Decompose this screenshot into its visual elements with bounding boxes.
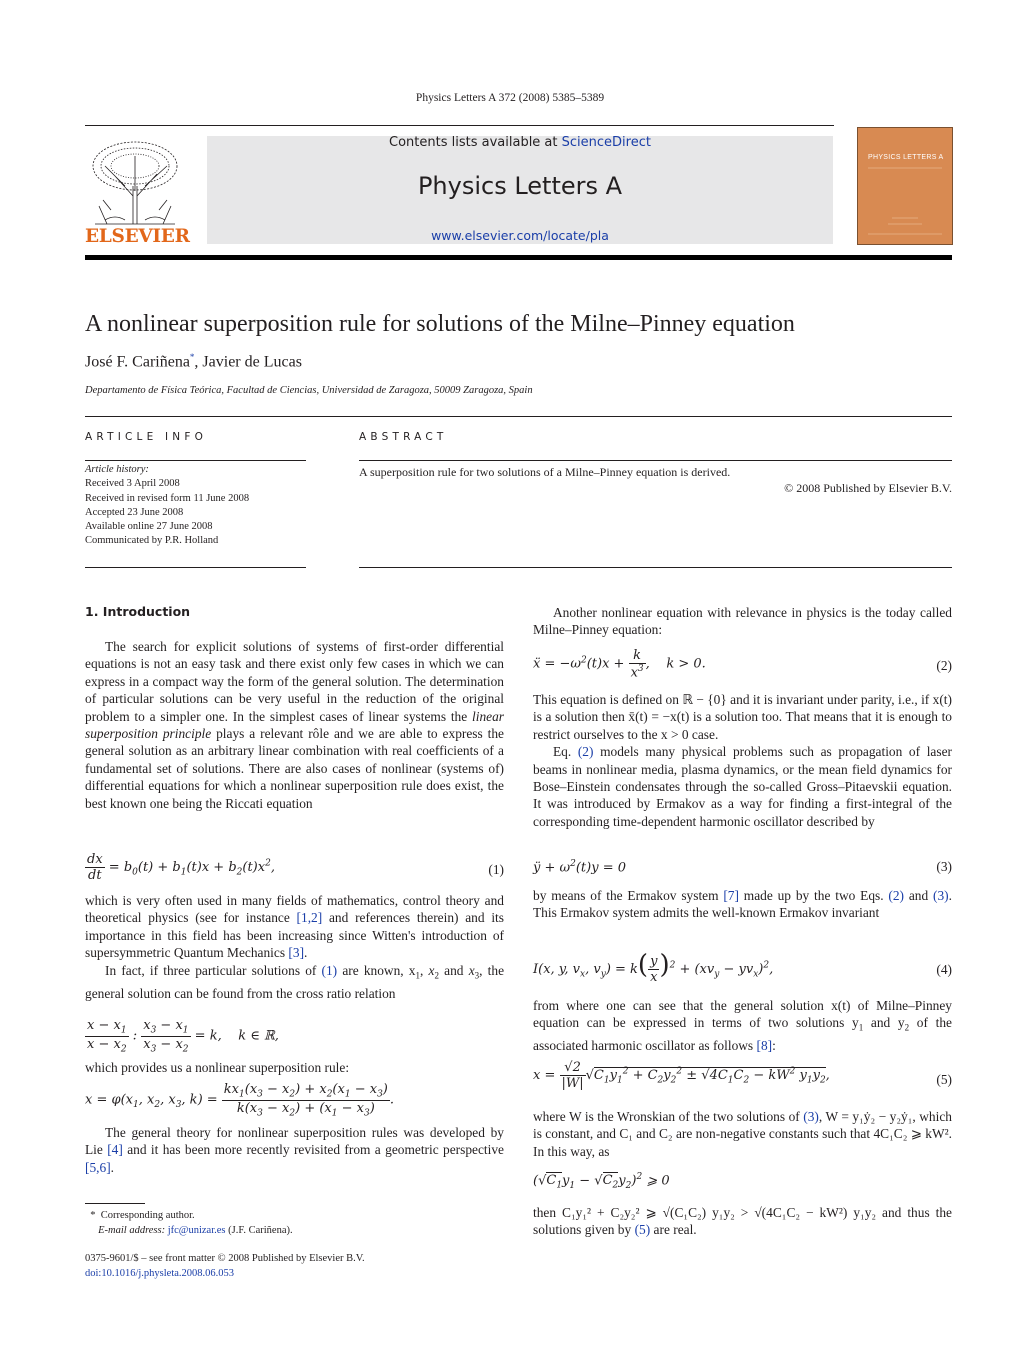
header-bottom-rule <box>85 255 952 260</box>
contents-prefix: Contents lists available at <box>389 135 562 150</box>
right-p3-part-b: models many physical problems such as propagation of laser beams in nonlinear media, plasma dynamics, or the mean field dynamics for Bose–Einstein condensates through the so-called Gross–Pitaevskii equation. It was introduced by Ermakov as a way for finding a first-integral of the corresponding time-dependent harmonic oscillator described by <box>533 744 952 829</box>
front-matter <box>85 1251 365 1281</box>
right-p4-part-d: . This Ermakov system admits the well-known Ermakov invariant <box>533 888 952 921</box>
author-1: José F. Cariñena <box>85 353 190 371</box>
right-p4-part-a: by means of the Ermakov system <box>533 888 724 903</box>
equation-5-number: (5) <box>936 1072 952 1087</box>
equation-2-number: (2) <box>936 658 952 673</box>
footnote <box>85 1208 293 1238</box>
history-online: Available online 27 June 2008 <box>85 521 213 533</box>
right-p7-part-b: are real. <box>650 1222 697 1238</box>
intro-p1-part-a: The search for explicit solutions of systems of first-order differential equations is not an easy task and there exist only few cases in which we can express in a compact way the form of the general solution. The determination of particular solutions can be very useful in the reduction of the original problem to a simpler one. In the simplest cases of linear systems the <box>85 639 504 724</box>
equation-5: x = $\frac{√2}{|W|}$ $√C_1y_1^2 + C_2y_2^2 \pm √4C_1C_2 - kW^2$ $y_1y_2$, (5) <box>533 1060 952 1091</box>
intro-p2-part-c: . <box>304 945 308 961</box>
intro-p2-part-b: and references therein) and its importance in this field has been increasing since Witten's introduction of supersymmetric Quantum Mechanics <box>85 910 504 961</box>
ref-3-link[interactable]: [3] <box>288 945 305 961</box>
intro-paragraph-5 <box>85 1124 504 1176</box>
ref-1-2-link[interactable]: [1,2] <box>296 910 323 926</box>
intro-p3-part-c: , the general solution can be found from the cross ratio relation <box>85 962 505 1001</box>
intro-p5-part-b: and it has been more recently revisited from a geometric perspective <box>122 1142 504 1158</box>
eq-2-ref-link[interactable]: (2) <box>577 744 594 760</box>
affiliation-rule <box>85 416 952 417</box>
intro-p3-part-a: In fact, if three particular solutions of <box>105 962 322 978</box>
equation-3: ÿ + $\omega^2(t)y = 0$ (3) <box>533 859 952 876</box>
right-paragraph-1 <box>533 604 952 639</box>
equation-1-number: (1) <box>488 862 504 877</box>
superposition-rule-equation: $x = \varphi(x_1$, $x_2$, $x_3$, k) = $\frac{kx_1(x_3 - x_2) + x_2(x_1 - x_3)}{k(x_3 - x_2) + (x_1 - x_3)}$ . <box>85 1082 395 1119</box>
footnote-mark: * <box>90 1210 96 1221</box>
history-label: Article history: <box>85 464 149 475</box>
article-history <box>85 463 249 549</box>
right-p3-part-a: Eq. <box>553 744 578 760</box>
equation-2: ẍ = $-\omega^2(t)x$ + $\frac{k}{x^3}$ , k > 0. (2) <box>533 648 952 681</box>
abstract-text: A superposition rule for two solutions of a Milne–Pinney equation is derived. <box>359 465 731 479</box>
doi-link[interactable]: doi:10.1016/j.physleta.2008.06.053 <box>85 1268 235 1279</box>
history-communicated: Communicated by P.R. Holland <box>85 535 219 547</box>
abstract-heading: ABSTRACT <box>359 431 448 443</box>
right-p5-part-a: from where one can see that the general solution x(t) of Milne–Pinney equation can be expressed in terms of two solutions y <box>533 998 952 1031</box>
footnote-rule <box>85 1203 145 1204</box>
eq-3-ref-link-2[interactable]: (3) <box>803 1109 819 1124</box>
equation-4: I(x, y, $v_x$, $v_y) = k$( $\frac{y}{x}$ )$^2 + (xv_y - yv_x)^2$, (4) <box>533 950 952 985</box>
article-info-bottom-rule <box>85 567 306 568</box>
right-p7-part-a: then C₁y₁² + C₂y₂² ⩾ √(C₁C₂) y₁y₂ > √(4C₁C₂ − kW²) y₁y₂ and thus the solutions given by <box>533 1205 952 1238</box>
right-p6-part-b: , W = y₁ẏ₂ − y₂ẏ₁, which is constant, and C₁ and C₂ are non-negative constants such that 4C₁C₂ ⩾ kW². In this way, as <box>533 1109 952 1159</box>
right-paragraph-5: from where one can see that the general solution x(t) of Milne–Pinney equation can be expressed in terms of two solutions $y_1$ and $y_2$ of the associated harmonic oscillator as follows [8]: <box>533 998 952 1054</box>
author-separator: , <box>194 353 203 371</box>
intro-paragraph-4 <box>85 1059 504 1076</box>
equation-4-number: (4) <box>936 962 952 977</box>
abstract-bottom-rule <box>359 567 952 568</box>
article-info-heading: ARTICLE INFO <box>85 431 208 443</box>
email-link[interactable]: jfc@unizar.es <box>167 1225 226 1236</box>
intro-p1-part-b: plays a relevant rôle and we are able to express the general solution as an arbitrary linear combination with real coefficients of a fundamental set of solutions. There are also cases of nonlinear (systems of) differential equations for which a nonlinear superposition rule does exist, the best known one being the Riccati equation <box>85 726 504 811</box>
contents-line <box>207 135 833 150</box>
right-p1: Another nonlinear equation with relevance in physics is the today called Milne–Pinney equation: <box>533 605 952 638</box>
journal-cover-thumbnail <box>857 127 953 245</box>
eq-2-ref-link-2[interactable]: (2) <box>888 888 905 903</box>
right-p6-part-a: where W is the Wronskian of the two solutions of <box>533 1109 804 1124</box>
abstract-body <box>359 464 952 496</box>
abstract-rule <box>359 460 952 461</box>
journal-citation: Physics Letters A 372 (2008) 5385–5389 <box>415 92 605 104</box>
email-label: E-mail address: <box>98 1225 168 1236</box>
intro-paragraph-2: which is very often used in many fields of mathematics, control theory and theoretical physics (see for instance [1,2] and references therein) and its importance in this field has been increasing since Witten's introduction of supersymmetric Quantum Mechanics [3]. In fact, if three particular solutions of (1) are known, $x_1$, $x_2$ and $x_3$, the general solution can be found from the cross ratio relation <box>85 893 505 1001</box>
right-p4-part-b: made up by the two Eqs. <box>738 888 889 903</box>
right-p5-part-b: and y <box>863 1015 905 1031</box>
author-2: Javier de Lucas <box>202 353 302 371</box>
ref-8-link[interactable]: [8] <box>756 1038 773 1054</box>
journal-title: Physics Letters A <box>417 172 623 200</box>
intro-p4: which provides us a nonlinear superposition rule: <box>85 1060 350 1075</box>
equation-1: $\frac{dx}{dt}$ = $b_0(t) + b_1(t)x + b_2(t)x^2$, (1) <box>87 852 504 883</box>
issn-line: 0375-9601/$ – see front matter © 2008 Published by Elsevier B.V. <box>85 1253 365 1264</box>
corresponding-author-mark[interactable]: * <box>189 352 195 362</box>
elsevier-wordmark: ELSEVIER <box>85 226 190 247</box>
intro-p3-part-b: are known, x <box>337 962 416 978</box>
right-paragraph-2 <box>533 691 952 830</box>
right-paragraph-4 <box>533 887 952 922</box>
ref-4-link[interactable]: [4] <box>107 1142 123 1158</box>
equation-3-number: (3) <box>936 859 952 874</box>
right-p4-part-c: and <box>904 888 934 903</box>
authors <box>85 352 302 371</box>
history-received: Received 3 April 2008 <box>85 478 180 490</box>
journal-url-link[interactable]: www.elsevier.com/locate/pla <box>431 228 609 243</box>
right-p5-part-c: of the associated harmonic oscillator as follows <box>533 1015 952 1054</box>
cover-title: PHYSICS LETTERS A <box>868 154 944 161</box>
paper-title: A nonlinear superposition rule for solutions of the Milne–Pinney equation <box>85 311 795 337</box>
section-heading-introduction: 1. Introduction <box>85 604 191 619</box>
ref-5-6-link[interactable]: [5,6] <box>85 1159 111 1175</box>
eq-5-ref-link[interactable]: (5) <box>634 1222 651 1238</box>
intro-p2-part-a: which is very often used in many fields of mathematics, control theory and theoretical physics (see for instance <box>85 893 504 926</box>
intro-p5-part-a: The general theory for nonlinear superposition rules was developed by Lie <box>85 1125 504 1158</box>
inequality-equation: $(√C_1y_1 - √C_2y_2)^2$ ⩾ 0 <box>533 1172 670 1191</box>
history-revised: Received in revised form 11 June 2008 <box>85 492 250 504</box>
header-top-rule <box>85 125 834 126</box>
eq-1-ref-link[interactable]: (1) <box>321 962 338 978</box>
right-p5-part-d: : <box>772 1038 776 1054</box>
intro-paragraph-1 <box>85 638 504 812</box>
intro-p1-italic: linear superposition principle <box>85 708 504 742</box>
right-paragraph-6 <box>533 1108 952 1160</box>
right-paragraph-7 <box>533 1204 952 1239</box>
affiliation: Departamento de Física Teórica, Facultad de Ciencias, Universidad de Zaragoza, 50009 Zaragoza, Spain <box>85 385 533 396</box>
history-accepted: Accepted 23 June 2008 <box>85 506 184 518</box>
right-p2: This equation is defined on ℝ − {0} and it is invariant under parity, i.e., if x(t) is a solution then x̄(t) = −x(t) is a solution too. That means that it is enough to restrict ourselves to the x > 0 case. <box>533 692 952 742</box>
eq-3-ref-link[interactable]: (3) <box>933 888 949 903</box>
intro-p5-part-c: . <box>110 1159 115 1175</box>
sciencedirect-link[interactable]: ScienceDirect <box>561 135 651 150</box>
footnote-label: Corresponding author. <box>100 1210 195 1221</box>
cross-ratio-equation: $\frac{x - x_1}{x - x_2}$ : $\frac{x_3 - x_1}{x_3 - x_2}$ = k, k ∈ ℝ, <box>87 1018 279 1055</box>
article-info-rule <box>85 460 306 461</box>
email-owner: (J.F. Cariñena). <box>225 1225 293 1236</box>
ref-7-link[interactable]: [7] <box>723 888 739 903</box>
abstract-copyright: © 2008 Published by Elsevier B.V. <box>784 481 952 495</box>
